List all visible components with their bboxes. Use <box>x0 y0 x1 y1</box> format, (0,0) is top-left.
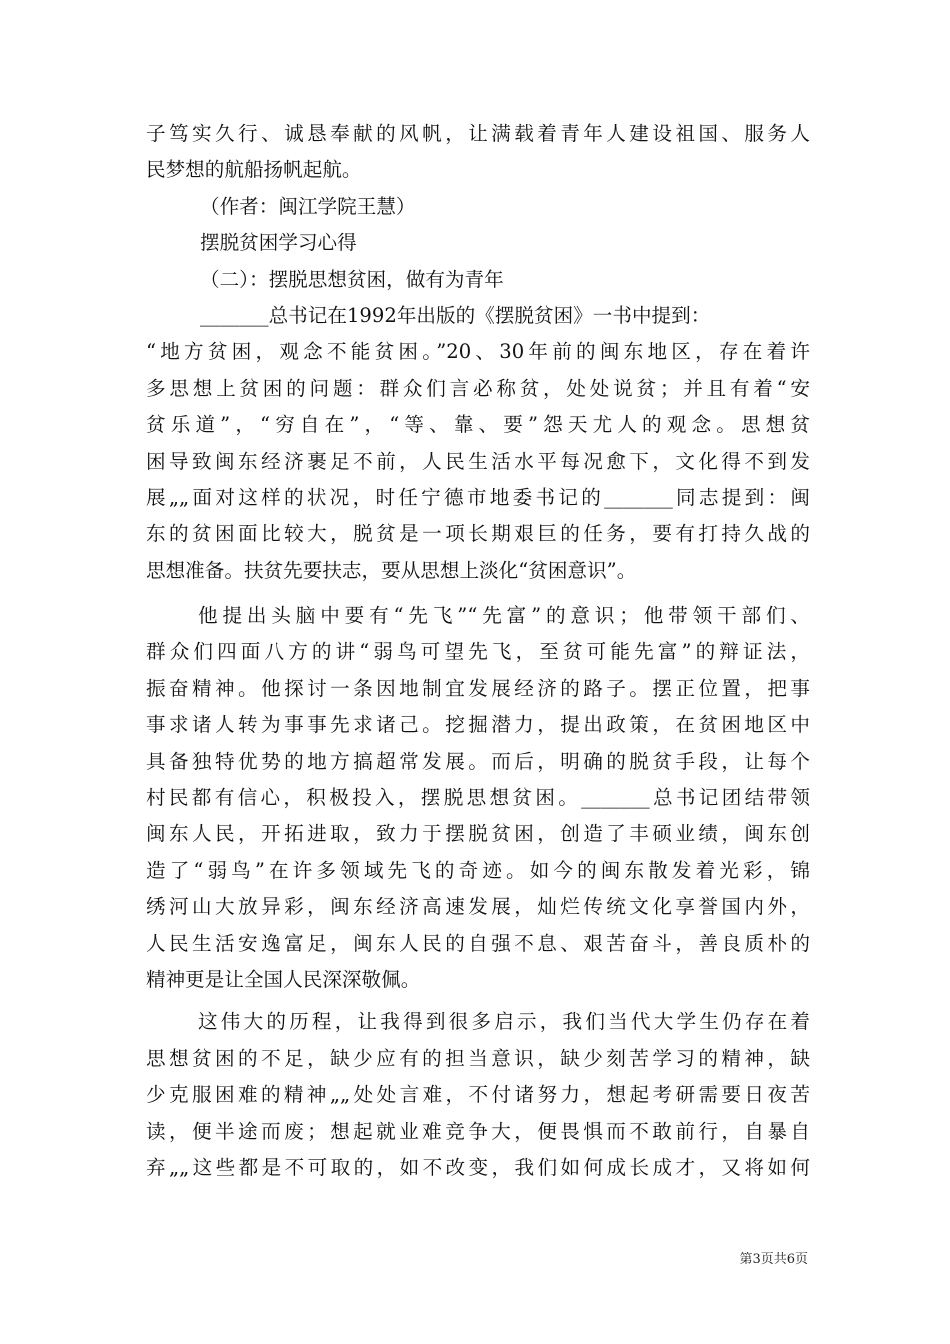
text-line: “地方贫困，观念不能贫困。”20、30年前的闽东地区，存在着许 <box>146 340 810 364</box>
text-line: 民梦想的航船扬帆起航。 <box>146 158 362 182</box>
section-title: 摆脱贫困学习心得 <box>200 231 357 255</box>
text-line: 东的贫困面比较大，脱贫是一项长期艰巨的任务，要有打持久战的 <box>146 522 810 546</box>
text-line: 子笃实久行、诚恳奉献的风帆，让满载着青年人建设祖国、服务人 <box>146 122 810 145</box>
text-line: 思想准备。扶贫先要扶志，要从思想上淡化“贫困意识”。 <box>146 558 637 582</box>
text-line: 闽东人民，开拓进取，致力于摆脱贫困，创造了丰硕业绩，闽东创 <box>146 822 810 846</box>
text-line: 弃„„这些都是不可取的，如不改变，我们如何成长成才，又将如何 <box>146 1155 810 1179</box>
text-line: 人民生活安逸富足，闽东人民的自强不息、艰苦奋斗，善良质朴的 <box>146 931 810 955</box>
text-line: 贫乐道”，“穷自在”，“等、靠、要”怨天尤人的观念。思想贫 <box>146 413 810 437</box>
text-line: 群众们四面八方的讲“弱鸟可望先飞，至贫可能先富”的辩证法， <box>146 640 810 664</box>
text-line: _______总书记在1992年出版的《摆脱贫困》一书中提到： <box>200 303 711 327</box>
text-line: 思想贫困的不足，缺少应有的担当意识，缺少刻苦学习的精神，缺 <box>146 1046 810 1070</box>
text-line: 多思想上贫困的问题：群众们言必称贫，处处说贫；并且有着“安 <box>146 376 810 400</box>
text-line: 读，便半途而废；想起就业难竞争大，便畏惧而不敢前行，自暴自 <box>146 1119 810 1143</box>
text-line: 事求诸人转为事事先求诸己。挖掘潜力，提出政策，在贫困地区中 <box>146 713 810 737</box>
text-line: 造了“弱鸟”在许多领域先飞的奇迹。如今的闽东散发着光彩，锦 <box>146 858 810 882</box>
author-line: （作者：闽江学院王慧） <box>200 194 416 218</box>
text-line: 精神更是让全国人民深深敬佩。 <box>146 967 421 991</box>
document-body <box>146 116 810 1186</box>
paragraph-start: 他提出头脑中要有“先飞”“先富”的意识；他带领干部们、 <box>198 604 810 628</box>
section-subtitle: （二）：摆脱思想贫困，做有为青年 <box>200 267 504 291</box>
text-line: 村民都有信心，积极投入，摆脱思想贫困。_______总书记团结带领 <box>146 786 810 810</box>
text-line: 绣河山大放异彩，闽东经济高速发展，灿烂传统文化享誉国内外， <box>146 895 810 919</box>
text-line: 展„„面对这样的状况，时任宁德市地委书记的_______同志提到：闽 <box>146 485 810 509</box>
text-line: 具备独特优势的地方搞超常发展。而后，明确的脱贫手段，让每个 <box>146 749 810 773</box>
page-number: 第3页共6页 <box>739 1252 808 1267</box>
text-line: 困导致闽东经济裹足不前，人民生活水平每况愈下，文化得不到发 <box>146 449 810 473</box>
text-line: 少克服困难的精神„„处处言难，不付诸努力，想起考研需要日夜苦 <box>146 1083 810 1107</box>
paragraph-start: 这伟大的历程，让我得到很多启示，我们当代大学生仍存在着 <box>198 1010 810 1034</box>
text-line: 振奋精神。他探讨一条因地制宜发展经济的路子。摆正位置，把事 <box>146 676 810 700</box>
